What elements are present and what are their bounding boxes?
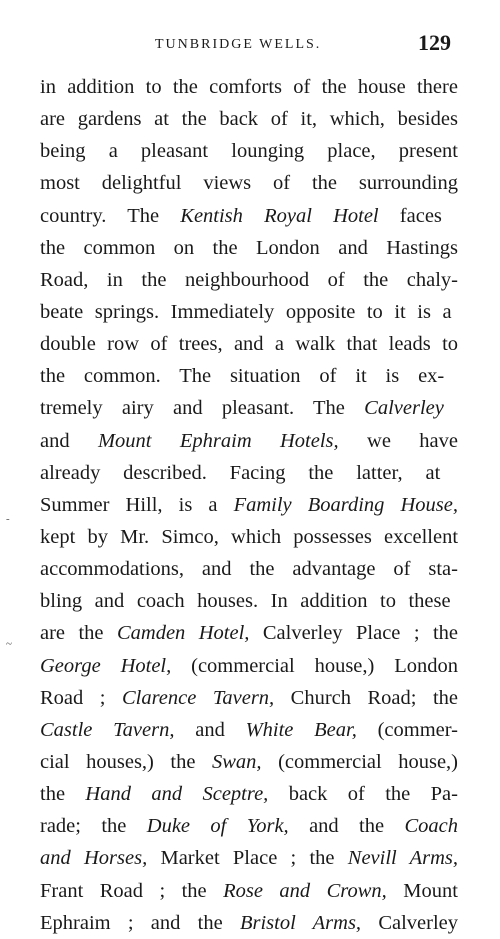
italic-text: Duke of York,	[146, 815, 289, 838]
italic-text: Nevill Arms,	[347, 847, 459, 870]
text-line	[40, 103, 458, 135]
text-run: Road ;	[40, 686, 122, 709]
text-run: (commer-	[356, 718, 458, 741]
text-run: (commercial house,) London	[171, 654, 458, 677]
text-line	[40, 200, 458, 232]
text-run: Calverley	[361, 911, 459, 934]
italic-text: Kentish Royal Hotel	[180, 204, 379, 227]
text-run: and	[40, 429, 98, 452]
text-run: Mount	[386, 879, 458, 902]
text-line	[40, 264, 458, 296]
italic-text: Swan,	[212, 750, 262, 773]
text-run: being a pleasant lounging place, present	[40, 140, 458, 163]
text-run: Frant Road ; the	[40, 879, 224, 902]
text-line	[40, 650, 458, 682]
text-line	[40, 875, 458, 907]
text-run: Market Place ; the	[147, 847, 348, 870]
text-run: and	[174, 718, 246, 741]
text-run: already described. Facing the latter, at	[40, 461, 441, 484]
text-line	[40, 714, 458, 746]
text-line	[40, 425, 458, 457]
text-run: and the	[288, 815, 405, 838]
page-number: 129	[418, 30, 451, 55]
text-line	[40, 360, 458, 392]
italic-text: Camden Hotel,	[116, 622, 250, 645]
text-run: we have	[338, 429, 459, 452]
text-run: Calverley Place ; the	[249, 622, 459, 645]
text-run: kept by Mr. Simco, which possesses excellent	[40, 525, 459, 548]
italic-text: George Hotel,	[40, 654, 172, 677]
italic-text: Calverley	[364, 397, 444, 420]
text-run: double row of trees, and a walk that leads to	[40, 333, 459, 356]
text-run: country. The	[40, 204, 181, 227]
text-line	[40, 457, 458, 489]
text-line	[40, 328, 458, 360]
text-line	[40, 778, 458, 810]
text-run: rade; the	[40, 815, 147, 838]
running-title: TUNBRIDGE WELLS.	[155, 37, 322, 52]
italic-text: White Bear,	[245, 718, 357, 741]
text-line	[40, 553, 458, 585]
margin-mark: ~	[6, 638, 12, 650]
italic-text: Family Boarding House,	[233, 493, 458, 516]
text-run: Church Road; the	[274, 686, 459, 709]
text-line	[40, 489, 458, 521]
italic-text: Rose and Crown,	[223, 879, 387, 902]
italic-text: Mount Ephraim Hotels,	[97, 429, 339, 452]
text-line	[40, 296, 458, 328]
running-head	[0, 30, 500, 60]
text-line	[40, 521, 458, 553]
text-run: Summer Hill, is a	[40, 493, 234, 516]
italic-text: Clarence Tavern,	[121, 686, 275, 709]
text-run: in addition to the comforts of the house there	[40, 76, 458, 98]
text-run: Road, in the neighbourhood of the chaly-	[40, 268, 458, 291]
text-run: back of the Pa-	[268, 783, 458, 806]
italic-text: Castle Tavern,	[40, 718, 175, 741]
text-line	[40, 135, 458, 167]
italic-text: Bristol Arms,	[239, 911, 362, 934]
text-run: are gardens at the back of it, which, besides	[40, 108, 458, 131]
text-run: the common. The situation of it is ex-	[40, 365, 445, 388]
text-line	[40, 392, 458, 424]
text-run: most delightful views of the surrounding	[40, 172, 458, 195]
text-line	[40, 167, 458, 199]
text-run: (commercial house,)	[261, 750, 458, 773]
italic-text: Hand and Sceptre,	[85, 783, 269, 806]
margin-mark: -	[6, 513, 10, 525]
italic-text: Coach	[404, 815, 458, 838]
text-run: faces	[378, 204, 442, 227]
text-run: beate springs. Immediately opposite to it is a	[40, 300, 452, 323]
text-run: cial houses,) the	[40, 750, 212, 773]
text-run: are the	[40, 622, 117, 645]
text-run: Ephraim ; and the	[40, 911, 240, 934]
text-line	[40, 232, 458, 264]
text-line	[40, 842, 458, 874]
text-line	[40, 907, 458, 939]
text-line	[40, 71, 458, 103]
text-run: tremely airy and pleasant. The	[40, 397, 365, 420]
text-run: bling and coach houses. In addition to these	[40, 590, 451, 613]
text-run: the common on the London and Hastings	[40, 236, 458, 259]
text-run: the	[40, 783, 86, 806]
text-line	[40, 746, 458, 778]
text-line	[40, 810, 458, 842]
body-text	[40, 71, 458, 939]
text-line	[40, 585, 458, 617]
text-line	[40, 682, 458, 714]
text-line	[40, 617, 458, 649]
text-run: accommodations, and the advantage of sta-	[40, 558, 458, 581]
italic-text: and Horses,	[40, 847, 148, 870]
